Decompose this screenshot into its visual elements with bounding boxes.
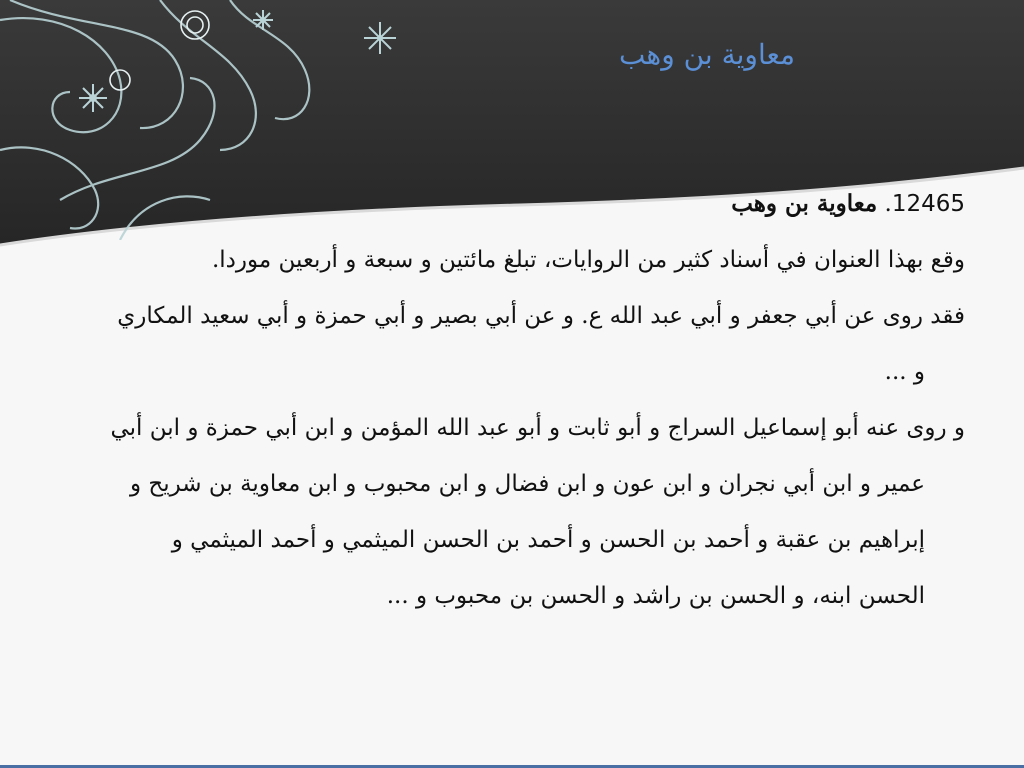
entry-name: معاوية بن وهب (731, 190, 878, 217)
slide-body (60, 176, 965, 624)
paragraph-occurrences: وقع بهذا العنوان في أسناد كثير من الروايات، تبلغ مائتين و سبعة و أربعين موردا. (211, 247, 965, 273)
slide-title: معاوية بن وهب (618, 38, 795, 71)
paragraph-narrated-by: و روى عنه أبو إسماعيل السراج و أبو ثابت و أبو عبد الله المؤمن و ابن أبي حمزة و ابن أبي عمير و ابن أبي نجران و ابن عون و ابن فضال و ابن محبوب و ابن معاوية بن شريح و إبراهيم بن عقبة و أحمد بن الحسن و أحمد بن الحسن الميثمي و أحمد الميثمي و الحسن ابنه، و الحسن بن راشد و الحسن بن محبوب و ... (110, 415, 965, 609)
paragraph-narrated-from: فقد روى عن أبي جعفر و أبي عبد الله ع. و عن أبي بصير و أبي حمزة و أبي سعيد المكاري و ... (117, 303, 965, 385)
entry-heading (60, 176, 965, 232)
entry-number: 12465 (891, 191, 965, 217)
entry-separator: . (877, 191, 892, 217)
